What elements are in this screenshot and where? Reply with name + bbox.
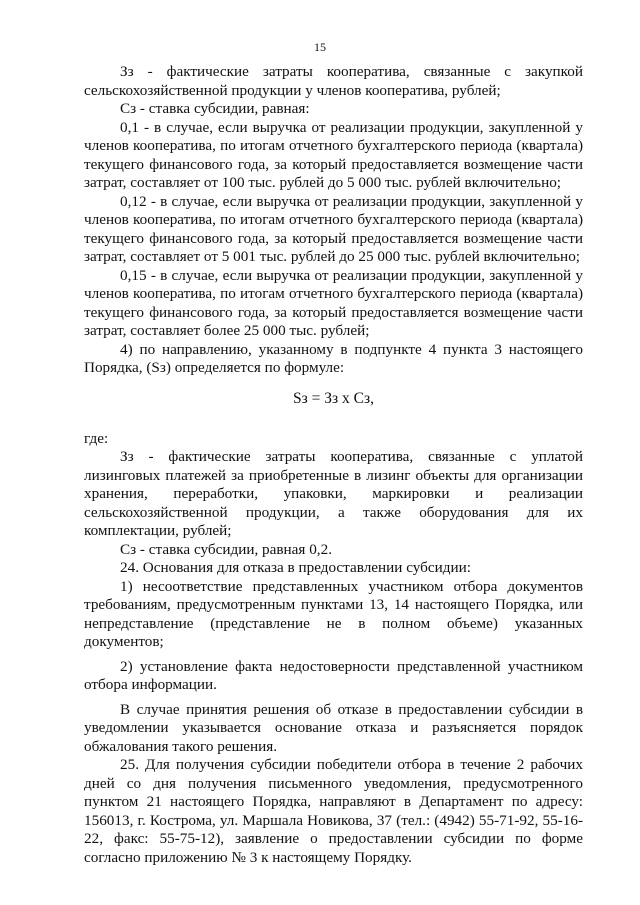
paragraph-rate-0-1: 0,1 - в случае, если выручка от реализации продукции, закупленной у членов кооператива, по итогам отчетного бухгалтерского периода (квартала) текущего финансового года, за который предоставляется возмещение части затрат, составляет от 100 тыс. рублей до 5 000 тыс. рублей включительно; — [84, 118, 583, 191]
paragraph-zz-purchase-costs: Зз - фактические затраты кооператива, связанные с закупкой сельскохозяйственной продукции у членов кооператива, рублей; — [84, 63, 583, 99]
paragraph-clause-25: 25. Для получения субсидии победители отбора в течение 2 рабочих дней со дня получения письменного уведомления, предусмотренного пунктом 21 настоящего Порядка, направляют в Департамент по адресу: 156013, г. Кострома, ул. Маршала Новикова, 37 (тел.: (4942) 55-71-92, 55-16-22, факс: 55-75-12), заявление о предоставлении субсидии по форме согласно приложению № 3 к настоящему Порядку. — [84, 756, 583, 866]
paragraph-sz-rate-intro: Сз - ставка субсидии, равная: — [120, 100, 310, 117]
paragraph-rate-0-15: 0,15 - в случае, если выручка от реализации продукции, закупленной у членов кооператива, по итогам отчетного бухгалтерского периода (квартала) текущего финансового года, за который предоставляется возмещение части затрат, составляет более 25 000 тыс. рублей; — [84, 266, 583, 339]
formula: Sз = Зз х Сз, — [293, 389, 374, 407]
paragraph-clause-24: 24. Основания для отказа в предоставлении субсидии: — [120, 559, 471, 576]
paragraph-rate-0-12: 0,12 - в случае, если выручка от реализации продукции, закупленной у членов кооператива, по итогам отчетного бухгалтерского периода (квартала) текущего финансового года, за который предоставляется возмещение части затрат, составляет от 5 001 тыс. рублей до 25 000 тыс. рублей включительно; — [84, 192, 583, 265]
paragraph-refusal-notice: В случае принятия решения об отказе в предоставлении субсидии в уведомлении указывается основание отказа и разъясняется порядок обжалования такого решения. — [84, 700, 583, 755]
paragraph-refusal-ground-2: 2) установление факта недостоверности представленной участником отбора информации. — [84, 657, 583, 693]
paragraph-refusal-ground-1: 1) несоответствие представленных участником отбора документов требованиям, предусмотренным пунктами 13, 14 настоящего Порядка, или непредставление (представление не в полном объеме) указанных документов; — [84, 577, 583, 650]
document-body — [84, 63, 583, 867]
where-label: где: — [84, 429, 109, 447]
paragraph-zz-leasing-costs: Зз - фактические затраты кооператива, связанные с уплатой лизинговых платежей за приобретенные в лизинг объекты для организации хранения, переработки, упаковки, маркировки и реализации сельскохозяйственной продукции, а также оборудования для их комплектации, рублей; — [84, 448, 583, 539]
paragraph-direction-4: 4) по направлению, указанному в подпункте 4 пункта 3 настоящего Порядка, (Sз) определяется по формуле: — [84, 340, 583, 376]
paragraph-sz-rate-0-2: Сз - ставка субсидии, равная 0,2. — [120, 540, 332, 558]
page-number: 15 — [314, 40, 326, 54]
